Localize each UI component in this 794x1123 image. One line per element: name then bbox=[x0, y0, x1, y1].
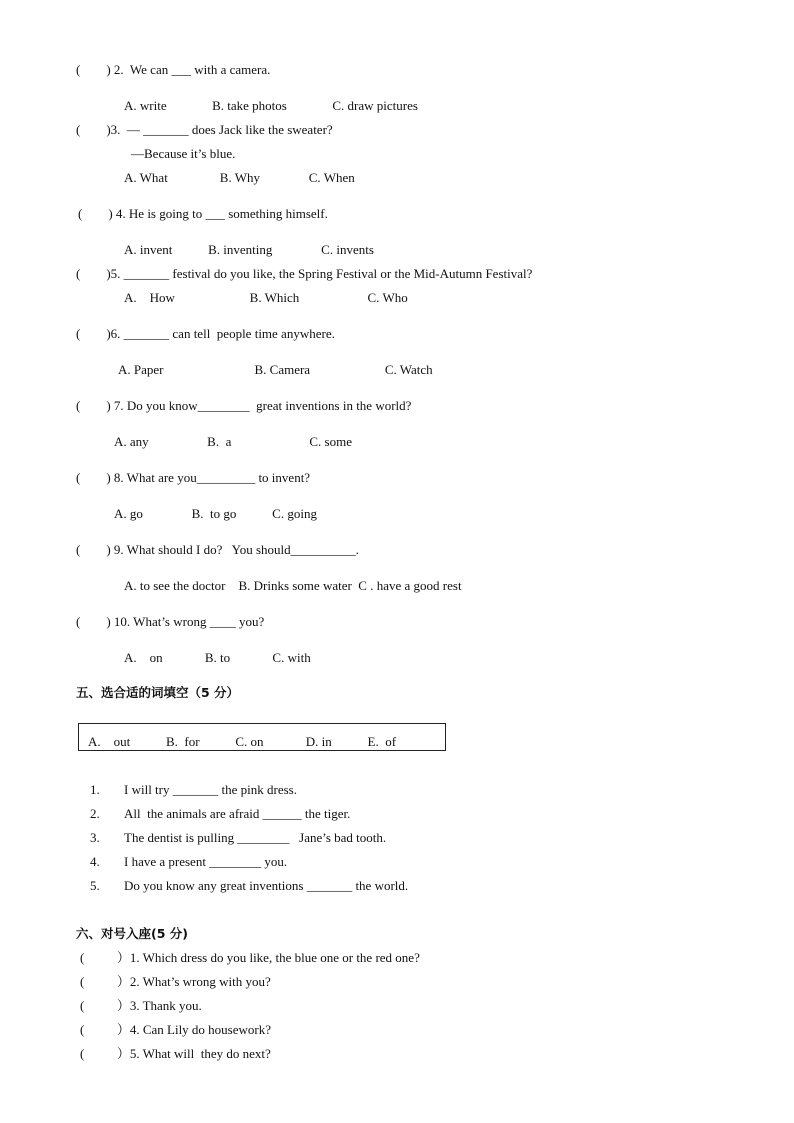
question-2: ( ) 2. We can ___ with a camera. bbox=[76, 62, 271, 77]
fill-item: I will try _______ the pink dress. bbox=[124, 782, 297, 797]
question-4: ( ) 4. He is going to ___ something himself. bbox=[78, 206, 328, 221]
match-item: ( ）3. Thank you. bbox=[80, 998, 202, 1013]
question-5: ( )5. _______ festival do you like, the Spring Festival or the Mid-Autumn Festival? bbox=[76, 266, 533, 281]
question-6: ( )6. _______ can tell people time anywhere. bbox=[76, 326, 335, 341]
question-10: ( ) 10. What’s wrong ____ you? bbox=[76, 614, 265, 629]
question-10-options: A. on B. to C. with bbox=[124, 650, 311, 665]
section-5-title: 五、选合适的词填空（5 分） bbox=[76, 685, 240, 700]
fill-item-number: 4. bbox=[90, 854, 100, 869]
match-item: ( ）4. Can Lily do housework? bbox=[80, 1022, 272, 1037]
fill-item-number: 3. bbox=[90, 830, 100, 845]
match-item: ( ）1. Which dress do you like, the blue one or the red one? bbox=[80, 950, 420, 965]
fill-item-number: 1. bbox=[90, 782, 100, 797]
question-5-options: A. How B. Which C. Who bbox=[124, 290, 408, 305]
question-2-options: A. write B. take photos C. draw pictures bbox=[124, 98, 418, 113]
question-8: ( ) 8. What are you_________ to invent? bbox=[76, 470, 311, 485]
question-3-options: A. What B. Why C. When bbox=[124, 170, 355, 185]
question-9-options: A. to see the doctor B. Drinks some water C . have a good rest bbox=[124, 578, 462, 593]
question-7: ( ) 7. Do you know________ great inventions in the world? bbox=[76, 398, 412, 413]
question-7-options: A. any B. a C. some bbox=[114, 434, 352, 449]
question-6-options: A. Paper B. Camera C. Watch bbox=[118, 362, 433, 377]
fill-item-number: 5. bbox=[90, 878, 100, 893]
fill-item: Do you know any great inventions _______ the world. bbox=[124, 878, 409, 893]
match-item: ( ）5. What will they do next? bbox=[80, 1046, 271, 1061]
fill-item: I have a present ________ you. bbox=[124, 854, 288, 869]
section-6-title: 六、对号入座(5 分) bbox=[76, 926, 188, 941]
question-3: ( )3. — _______ does Jack like the sweater? bbox=[76, 122, 333, 137]
question-3-answer-line: —Because it’s blue. bbox=[131, 146, 236, 161]
fill-item-number: 2. bbox=[90, 806, 100, 821]
question-4-options: A. invent B. inventing C. invents bbox=[124, 242, 374, 257]
fill-item: The dentist is pulling ________ Jane’s bad tooth. bbox=[124, 830, 387, 845]
match-item: ( ）2. What’s wrong with you? bbox=[80, 974, 271, 989]
question-8-options: A. go B. to go C. going bbox=[114, 506, 317, 521]
question-9: ( ) 9. What should I do? You should__________. bbox=[76, 542, 359, 557]
word-bank: A. out B. for C. on D. in E. of bbox=[88, 734, 397, 749]
fill-item: All the animals are afraid ______ the tiger. bbox=[124, 806, 351, 821]
